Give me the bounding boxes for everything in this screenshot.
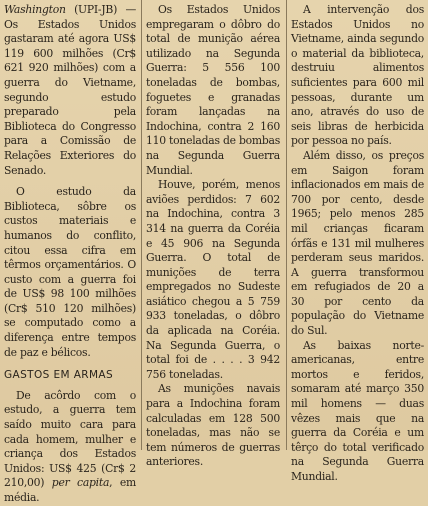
section-heading: GASTOS EM ARMAS <box>4 369 114 382</box>
paragraph-text: De acôrdo com o estudo, a guerra tem saído muito cara para cada homem, mulher e criança dos Estados Unidos: US$ 425 (Cr$ 2 210,00) <box>4 388 136 490</box>
dateline: Washington <box>4 3 66 16</box>
italic-term: per capita <box>51 476 110 490</box>
article-column-1 <box>4 3 136 506</box>
column-rule <box>141 0 142 450</box>
paragraph: As munições navais para a Indochina foram calculadas em 128 500 toneladas, mas não se tem números de guerras anteriores. <box>146 382 280 469</box>
agency-credit: (UPI-JB) <box>65 3 118 16</box>
lead-paragraph <box>4 3 136 178</box>
paragraph: A intervenção dos Estados Unidos no Vietname, ainda segundo o material da biblioteca, destruiu alimentos suficientes para 600 mil pessoas, durante um ano, através do uso de seis libras de herbicida por pessoa no país. <box>291 3 424 148</box>
paragraph-text: , em média. <box>4 476 136 504</box>
article-column-2 <box>146 3 280 470</box>
paragraph: Os Estados Unidos empregaram o dôbro do total de munição aérea utilizado na Segunda Guerra: 5 556 100 toneladas de bombas, foguetes e granadas foram lançadas na Indochina, contra 2 160 110 toneladas de bombas na Segunda Guerra Mundial. <box>146 3 280 177</box>
lead-text: — Os Estados Unidos gastaram até agora US$ 119 600 milhões (Cr$ 621 920 milhões) com a guerra do Vietname, segundo estudo preparado pela Biblioteca do Congresso para a Comissão de Relações Exteriores do Senado. <box>4 3 136 177</box>
paragraph: Houve, porém, menos aviões perdidos: 7 602 na Indochina, contra 3 314 na guerra da Coréia e 45 906 na Segunda Guerra. O total de munições de terra empregados no Sudeste asiático chegou a 5 759 933 toneladas, o dôbro da aplicada na Coréia. Na Segunda Guerra, o total foi de . . . . 3 942 756 toneladas. <box>146 178 280 381</box>
article-column-3 <box>291 3 424 485</box>
paragraph <box>4 389 136 506</box>
paragraph: O estudo da Biblioteca, sôbre os custos materiais e humanos do conflito, citou essa cifra em têrmos orçamentários. O custo com a guerra foi de US$ 98 100 milhões (Cr$ 510 120 milhões) se computado como a diferença entre tempos de paz e bélicos. <box>4 185 136 359</box>
column-rule <box>286 0 287 450</box>
paragraph: Além disso, os preços em Saigon foram inflacionados em mais de 700 por cento, desde 1965; pelo menos 285 mil crianças ficaram órfãs e 131 mil mulheres perderam seus maridos. A guerra transformou em refugiados de 20 a 30 por cento da população do Vietname do Sul. <box>291 148 424 338</box>
paragraph: As baixas norte-americanas, entre mortos e feridos, somaram até março 350 mil homens — duas vêzes mais que na guerra da Coréia e um têrço do total verificado na Segunda Guerra Mundial. <box>291 338 424 483</box>
